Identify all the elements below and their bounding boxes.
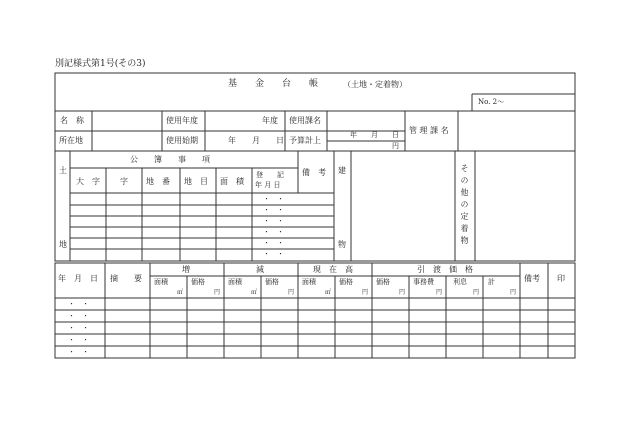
building-side-bottom: 物 [338, 240, 346, 249]
land-dots: ・ ・ [263, 228, 284, 236]
col-area: 面 積 [220, 177, 244, 186]
location-label: 所在地 [59, 136, 83, 145]
land-dots: ・ ・ [263, 217, 284, 225]
use-start-label: 使用始期 [166, 136, 198, 145]
cur-price: 価格 [339, 278, 353, 286]
ledger-subtitle: （土地・定着物） [343, 80, 407, 89]
col-summary: 摘 要 [110, 274, 142, 283]
land-dots: ・ ・ [263, 250, 284, 258]
tr-total: 計 [488, 278, 495, 286]
dec-price: 価格 [265, 278, 279, 286]
col-date: 年 月 日 [58, 274, 98, 283]
inc-yen: 円 [214, 289, 221, 296]
inc-price: 価格 [191, 278, 205, 286]
year-suffix: 年度 [262, 116, 278, 125]
tr-price-yen: 円 [399, 289, 406, 296]
use-start-ymd: 年 月 日 [228, 136, 284, 145]
col-decrease: 減 [256, 265, 264, 274]
dec-sqm: ㎡ [251, 289, 258, 296]
col-current: 現 在 高 [313, 265, 353, 274]
col-land-category: 地 目 [184, 177, 208, 186]
land-remarks: 備 考 [302, 168, 326, 177]
inc-sqm: ㎡ [177, 289, 184, 296]
tr-total-yen: 円 [510, 289, 517, 296]
cur-area: 面積 [302, 278, 316, 286]
budget-yen: 円 [392, 142, 399, 150]
cur-yen: 円 [362, 289, 369, 296]
building-side-top: 建 [338, 166, 346, 175]
budget-ymd: 年 月 日 [350, 131, 399, 139]
other-fixtures-label: その他の定着物 [460, 164, 469, 248]
cur-sqm: ㎡ [325, 289, 332, 296]
land-side-top: 土 [59, 166, 67, 175]
dept-name-label: 使用課名 [289, 116, 321, 125]
inc-area: 面積 [154, 278, 168, 286]
land-dots: ・ ・ [263, 195, 284, 203]
ledger-title: 基 金 台 帳 [228, 79, 319, 89]
budget-label: 予算計上 [289, 136, 321, 145]
dec-yen: 円 [288, 289, 295, 296]
row-date-dots: ・ ・ [68, 348, 89, 356]
use-year-label: 使用年度 [166, 116, 198, 125]
sheet-number: No. 2〜 [478, 98, 505, 106]
col-increase: 増 [182, 265, 190, 274]
col-aza: 字 [120, 177, 128, 186]
col-seal: 印 [557, 274, 565, 283]
tr-price: 価格 [376, 278, 390, 286]
tr-interest-yen: 円 [473, 289, 480, 296]
row-date-dots: ・ ・ [68, 312, 89, 320]
mgmt-dept-label: 管 理 課 名 [409, 126, 449, 135]
land-dots: ・ ・ [263, 239, 284, 247]
col-registration-date: 年 月 日 [255, 181, 281, 189]
dec-area: 面積 [228, 278, 242, 286]
row-date-dots: ・ ・ [68, 336, 89, 344]
tr-office: 事務費 [413, 278, 434, 286]
row-date-dots: ・ ・ [68, 324, 89, 332]
col-transfer: 引 渡 価 格 [417, 265, 473, 274]
col-remarks: 備考 [524, 274, 540, 283]
tr-interest: 利息 [453, 278, 467, 286]
col-lot-number: 地 番 [146, 177, 170, 186]
row-date-dots: ・ ・ [68, 300, 89, 308]
land-dots: ・ ・ [263, 206, 284, 214]
form-label: 別記様式第1号(その3) [55, 59, 146, 69]
col-registration: 登 記 [256, 171, 284, 179]
col-oaza: 大 字 [76, 177, 100, 186]
public-record-header: 公 簿 事 項 [130, 155, 210, 164]
land-side-bottom: 地 [59, 240, 67, 249]
tr-office-yen: 円 [436, 289, 443, 296]
name-label: 名 称 [60, 116, 84, 125]
